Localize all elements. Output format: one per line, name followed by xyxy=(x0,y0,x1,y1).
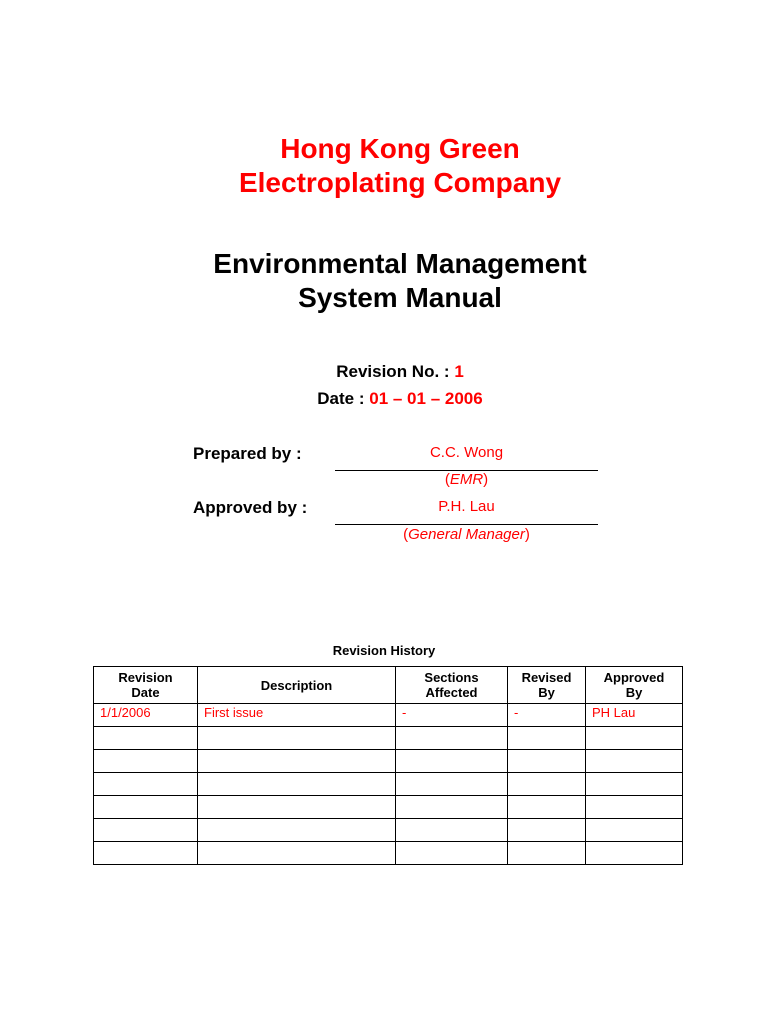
cell-date xyxy=(94,773,198,796)
table-row xyxy=(94,842,683,865)
cell-date xyxy=(94,796,198,819)
cell-revised-by xyxy=(508,727,586,750)
table-row xyxy=(94,796,683,819)
cell-revised-by xyxy=(508,819,586,842)
cell-date xyxy=(94,819,198,842)
approved-by-role-text: General Manager xyxy=(408,526,525,543)
cell-sections xyxy=(396,842,508,865)
table-row xyxy=(94,727,683,750)
revision-label: Revision No. : xyxy=(336,362,450,381)
prepared-by-role: (EMR) xyxy=(444,471,489,488)
company-name-line2: Electroplating Company xyxy=(238,167,562,198)
table-row xyxy=(94,819,683,842)
cell-description: First issue xyxy=(198,704,396,727)
header-approved-by: Approved By xyxy=(586,667,683,704)
cell-approved-by: PH Lau xyxy=(586,704,683,727)
date-value: 01 – 01 – 2006 xyxy=(369,389,483,408)
cell-approved-by xyxy=(586,796,683,819)
header-sections-affected: Sections Affected xyxy=(396,667,508,704)
approved-by-name: P.H. Lau xyxy=(438,498,495,515)
issue-date xyxy=(0,388,768,410)
cell-approved-by xyxy=(586,773,683,796)
document-title xyxy=(0,247,768,315)
cell-approved-by xyxy=(586,819,683,842)
cell-approved-by xyxy=(586,727,683,750)
cell-approved-by xyxy=(586,750,683,773)
cell-revised-by xyxy=(508,796,586,819)
cell-revised-by xyxy=(508,842,586,865)
cell-sections xyxy=(396,796,508,819)
cell-date xyxy=(94,842,198,865)
revision-history-title: Revision History xyxy=(332,643,436,658)
document-title-line2: System Manual xyxy=(298,282,502,313)
date-label: Date : xyxy=(317,389,365,408)
revision-value: 1 xyxy=(454,362,464,381)
table-row xyxy=(94,773,683,796)
cell-description xyxy=(198,727,396,750)
cell-date: 1/1/2006 xyxy=(94,704,198,727)
table-row xyxy=(94,750,683,773)
cell-revised-by: - xyxy=(508,704,586,727)
cell-description xyxy=(198,842,396,865)
revision-history-table xyxy=(93,666,683,865)
prepared-by-label: Prepared by : xyxy=(193,444,302,463)
header-description: Description xyxy=(198,667,396,704)
cell-approved-by xyxy=(586,842,683,865)
header-revised-by: Revised By xyxy=(508,667,586,704)
cell-sections xyxy=(396,819,508,842)
cell-date xyxy=(94,750,198,773)
document-title-line1: Environmental Management xyxy=(213,248,587,279)
cell-description xyxy=(198,750,396,773)
cell-description xyxy=(198,819,396,842)
header-revision-date: Revision Date xyxy=(94,667,198,704)
company-name xyxy=(0,132,768,200)
table-header-row xyxy=(94,667,683,704)
table-row xyxy=(94,704,683,727)
approved-by-label: Approved by : xyxy=(193,498,308,517)
cell-revised-by xyxy=(508,750,586,773)
revision-number xyxy=(0,361,768,383)
cell-sections xyxy=(396,750,508,773)
cell-description xyxy=(198,796,396,819)
cell-sections xyxy=(396,727,508,750)
cell-sections: - xyxy=(396,704,508,727)
prepared-by-role-text: EMR xyxy=(449,471,484,488)
cell-description xyxy=(198,773,396,796)
cell-sections xyxy=(396,773,508,796)
prepared-by-name: C.C. Wong xyxy=(429,444,504,461)
cell-revised-by xyxy=(508,773,586,796)
cell-date xyxy=(94,727,198,750)
approved-by-role: (General Manager) xyxy=(403,526,530,543)
company-name-line1: Hong Kong Green xyxy=(280,133,520,164)
